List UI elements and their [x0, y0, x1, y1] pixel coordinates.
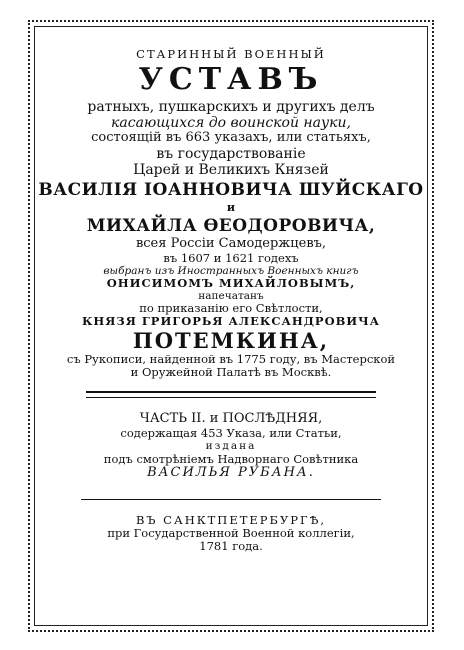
tsar-name: ВАСИЛІЯ ІОАННОВИЧА ШУЙСКАГО: [38, 180, 424, 201]
part-heading: ЧАСТЬ II. и ПОСЛѢДНЯЯ,: [139, 411, 323, 427]
years-line: въ 1607 и 1621 годехъ: [163, 250, 299, 265]
main-title: УСТАВЪ: [138, 62, 324, 98]
prince-surname: ПОТЕМКИНА,: [132, 327, 330, 353]
reign-line: въ государствованіе: [156, 145, 306, 162]
compiler-line: выбранъ изъ Иностранныхъ Военныхъ книгъ: [103, 264, 359, 277]
prince-name: КНЯЗЯ ГРИГОРЬЯ АЛЕКСАНДРОВИЧА: [81, 314, 381, 329]
subtitle-line: состоящій въ 663 указахъ, или статьяхъ,: [91, 129, 371, 145]
compiler-name: ОНИСИМОМЪ МИХАЙЛОВЫМЪ,: [106, 275, 356, 290]
single-rule: [81, 499, 381, 500]
conjunction: и: [226, 200, 236, 214]
tsar-name: МИХАЙЛА ѲЕОДОРОВИЧА,: [86, 216, 376, 237]
title-page-text: [36, 48, 426, 553]
imprint-publisher: при Государственной Военной коллегіи,: [107, 525, 355, 540]
imprint-city: ВЪ САНКТПЕТЕРБУРГѢ,: [135, 512, 327, 527]
heading-line: СТАРИННЫЙ ВОЕННЫЙ: [136, 47, 326, 61]
order-line: по приказанію его Свѣтлости,: [139, 301, 323, 316]
manuscript-line: и Оружейной Палатѣ въ Москвѣ.: [130, 365, 332, 380]
double-rule: [86, 391, 376, 398]
printed-line: напечатанъ: [198, 290, 264, 303]
reign-line: Царей и Великихъ Князей: [133, 161, 329, 178]
part-line: издана: [205, 440, 257, 453]
imprint-year: 1781 года.: [199, 539, 263, 554]
manuscript-line: съ Рукописи, найденной въ 1775 году, въ Мастерской: [66, 351, 396, 366]
subtitle-line: ратныхъ, пушкарскихъ и другихъ делъ: [87, 98, 375, 115]
editor-line: подъ смотрѣніемъ Надворнаго Совѣтника: [103, 451, 359, 466]
editor-name: ВАСИЛЬЯ РУБАНА.: [147, 464, 315, 480]
title-line: всея Россіи Самодержцевъ,: [135, 235, 327, 251]
subtitle-line: касающихся до воинской науки,: [111, 114, 351, 131]
part-line: содержащая 453 Указа, или Статьи,: [120, 426, 342, 441]
